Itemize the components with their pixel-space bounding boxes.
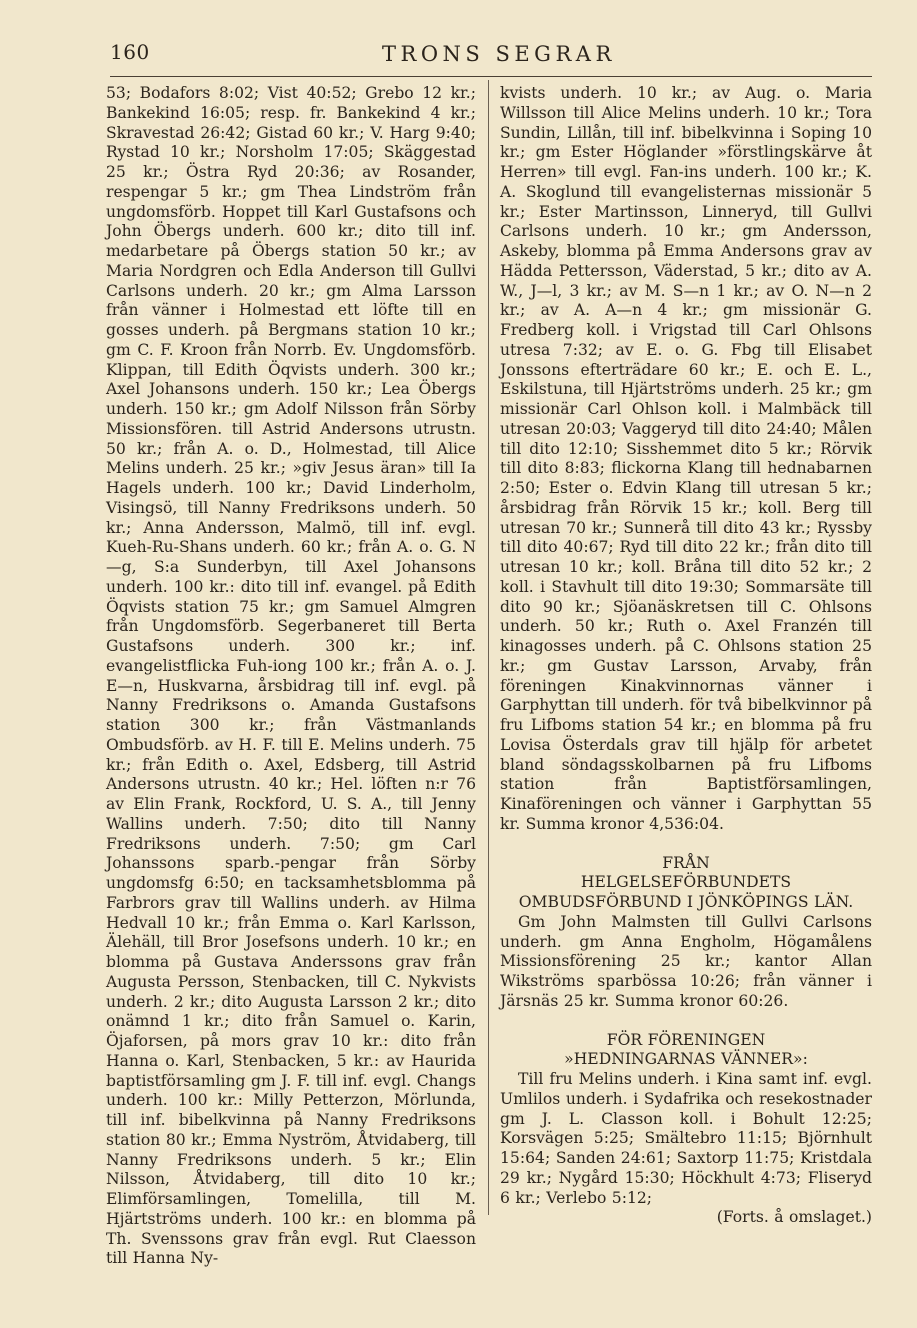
section-body-1: Gm John Malmsten till Gullvi Carlsons underh. gm Anna Engholm, Högamålens Missionsförening 25 kr.; kantor Allan Wikströms sparbössa 10:26; från vänner i Järsnäs 25 kr. Summa kronor 60:26. bbox=[500, 912, 872, 1010]
spacer bbox=[500, 1012, 872, 1031]
continued-note: (Forts. å omslaget.) bbox=[716, 1208, 872, 1227]
spacer bbox=[500, 835, 872, 854]
running-head: TRONS SEGRAR bbox=[382, 42, 616, 66]
page-number: 160 bbox=[110, 40, 150, 64]
section-body-2: Till fru Melins underh. i Kina samt inf. evgl. Umlilos underh. i Sydafrika och resekostnader gm J. L. Classon koll. i Bohult 12:25; Korsvägen 5:25; Smältebro 11:15; Björnhult 15:64; Sanden 24:61; Saxtorp 11:75; Kristdala 29 kr.; Nygård 15:30; Höckhult 4:73; Fliseryd 6 kr.; Verlebo 5:12; bbox=[500, 1070, 872, 1207]
page-header bbox=[110, 38, 870, 78]
left-column bbox=[106, 84, 476, 1269]
section-heading-2-line-1: FÖR FÖRENINGEN bbox=[606, 1030, 766, 1049]
section-heading-2-line-2: »HEDNINGARNAS VÄNNER»: bbox=[564, 1050, 808, 1069]
right-column bbox=[500, 84, 872, 1228]
section-heading-1-line-2: HELGELSEFÖRBUNDETS OMBUDSFÖRBUND I JÖNKÖPINGS LÄN. bbox=[518, 873, 854, 911]
section-heading-1-line-1: FRÅN bbox=[662, 853, 710, 872]
left-column-text: 53; Bodafors 8:02; Vist 40:52; Grebo 12 kr.; Bankekind 16:05; resp. fr. Bankekind 4 kr.; Skravestad 26:42; Gistad 60 kr.; V. Harg 9:40; Rystad 10 kr.; Norsholm 17:05; Skäggestad 25 kr.; Östra Ryd 20:36; av Rosander, respengar 5 kr.; gm Thea Lindström från ungdomsförb. Hoppet till Karl Gustafsons och John Öbergs underh. 600 kr.; dito till inf. medarbetare på Öbergs station 50 kr.; av Maria Nordgren och Edla Anderson till Gullvi Carlsons underh. 20 kr.; gm Alma Larsson från vänner i Holmestad ett löfte till en gosses underh. på Bergmans station 10 kr.; gm C. F. Kroon från Norrb. Ev. Ungdomsförb. Klippan, till Edith Öqvists underh. 300 kr.; Axel Johansons underh. 150 kr.; Lea Öbergs underh. 150 kr.; gm Adolf Nilsson från Sörby Missionsfören. till Astrid Andersons utrustn. 50 kr.; från A. o. D., Holmestad, till Alice Melins underh. 25 kr.; »giv Jesus äran» till Ia Hagels underh. 100 kr.; David Linderholm, Visingsö, till Nanny Fredriksons underh. 50 kr.; Anna Andersson, Malmö, till inf. evgl. Kueh-Ru-Shans underh. 60 kr.; från A. o. G. N—g, S:a Sunderbyn, till Axel Johansons underh. 100 kr.: dito till inf. evangel. på Edith Öqvists station 75 kr.; gm Samuel Almgren från Ungdomsförb. Segerbaneret till Berta Gustafsons underh. 300 kr.; inf. evangelistflicka Fuh-iong 100 kr.; från A. o. J. E—n, Huskvarna, årsbidrag till inf. evgl. på Nanny Fredriksons o. Amanda Gustafsons station 300 kr.; från Västmanlands Ombudsförb. av H. F. till E. Melins underh. 75 kr.; från Edith o. Axel, Edsberg, till Astrid Andersons utrustn. 40 kr.; Hel. löften n:r 76 av Elin Frank, Rockford, U. S. A., till Jenny Wallins underh. 7:50; dito till Nanny Fredriksons underh. 7:50; gm Carl Johanssons sparb.-pengar från Sörby ungdomsfg 6:50; en tacksamhetsblomma på Farbrors grav till Wallins underh. av Hilma Hedvall 10 kr.; från Emma o. Karl Karlsson, Älehäll, till Bror Josefsons underh. 10 kr.; en blomma på Gustava Anderssons grav från Augusta Persson, Stenbacken, till C. Nykvists underh. 2 kr.; dito Augusta Larsson 2 kr.; dito onämnd 1 kr.; dito från Samuel o. Karin, Öjaforsen, på mors grav 10 kr.: dito från Hanna o. Karl, Stenbacken, 5 kr.: av Haurida baptistförsamling gm J. F. till inf. evgl. Changs underh. 100 kr.: Milly Petterzon, Mörlunda, till inf. bibelkvinna på Nanny Fredriksons station 80 kr.; Emma Nyström, Åtvidaberg, till Nanny Fredriksons underh. 5 kr.; Elin Nilsson, Åtvidaberg, till dito 10 kr.; Elimförsamlingen, Tomelilla, till M. Hjärtströms underh. 100 kr.: en blomma på Th. Svenssons grav från evgl. Rut Claesson till Hanna Ny- bbox=[106, 84, 476, 1268]
header-rule bbox=[110, 76, 872, 77]
right-column-text: kvists underh. 10 kr.; av Aug. o. Maria Willsson till Alice Melins underh. 10 kr.; Tora Sundin, Lillån, till inf. bibelkvinna i Soping 10 kr.; gm Ester Höglander »förstlingskärve åt Herren» till evgl. Fan-ins underh. 100 kr.; K. A. Skoglund till evangelisternas missionär 5 kr.; Ester Martinsson, Linneryd, till Gullvi Carlsons underh. 10 kr.; gm Andersson, Askeby, blomma på Emma Andersons grav av Hädda Pettersson, Väderstad, 5 kr.; dito av A. W., J—l, 3 kr.; av M. S—n 1 kr.; av O. N—n 2 kr.; av A. A—n 4 kr.; gm missionär G. Fredberg koll. i Vrigstad till Carl Ohlsons utresa 7:32; av E. o. G. Fbg till Elisabet Jonssons efterträdare 60 kr.; E. och E. L., Eskilstuna, till Hjärtströms underh. 25 kr.; gm missionär Carl Ohlson koll. i Malmbäck till utresan 20:03; Vaggeryd till dito 24:40; Målen till dito 12:10; Sisshemmet dito 5 kr.; Rörvik till dito 8:83; flickorna Klang till hednabarnen 2:50; Ester o. Edvin Klang till utresan 5 kr.; årsbidrag från Rörvik 15 kr.; koll. Berg till utresan 70 kr.; Sunnerå till dito 43 kr.; Ryssby till dito 40:67; Ryd till dito 22 kr.; från dito till utresan 10 kr.; koll. Bråna till dito 52 kr.; 2 koll. i Stavhult till dito 19:30; Sommarsäte till dito 90 kr.; Sjöanäskretsen till C. Ohlsons underh. 50 kr.; Ruth o. Axel Franzén till kinagosses underh. på C. Ohlsons station 25 kr.; gm Gustav Larsson, Arvaby, från föreningen Kinakvinnornas vänner i Garphyttan till underh. för två bibelkvinnor på fru Lifboms station 54 kr.; en blomma på fru Lovisa Österdals grav till hjälp för arbetet bland söndagsskolbarnen på fru Lifboms station från Baptistförsamlingen, Kinaföreningen och vänner i Garphyttan 55 kr. Summa kronor 4,536:04. bbox=[500, 84, 872, 833]
column-divider bbox=[488, 80, 489, 1215]
